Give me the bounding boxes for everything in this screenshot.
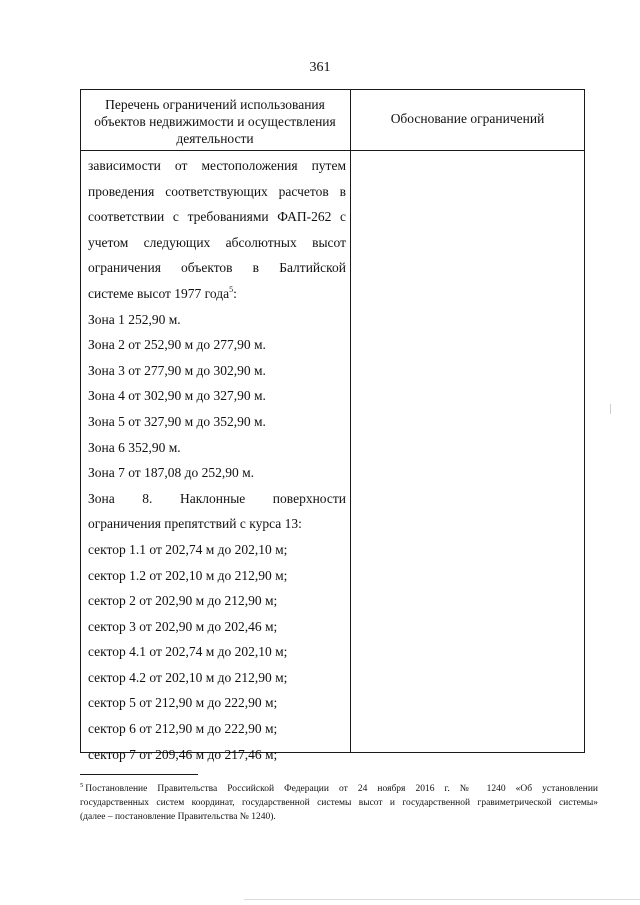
table-header-right: Обоснование ограничений bbox=[390, 111, 545, 126]
list-item: зависимости от местоположения путем bbox=[88, 158, 346, 173]
footnote-line: (далее – постановление Правительства № 1240). bbox=[80, 812, 276, 822]
scan-artifact-edge bbox=[244, 899, 640, 900]
list-item: сектор 4.1 от 202,74 м до 202,10 м; bbox=[88, 644, 288, 660]
list-item: Зона 4 от 302,90 м до 327,90 м. bbox=[88, 388, 266, 404]
list-item: сектор 2 от 202,90 м до 212,90 м; bbox=[88, 593, 278, 609]
list-item: учетом следующих абсолютных высот bbox=[88, 234, 346, 250]
table-right-column bbox=[350, 89, 585, 753]
list-item: Зона 1 252,90 м. bbox=[88, 311, 181, 327]
footnote-line: государственных систем координат, государственной системы высот и государственной гравиметрической системы» bbox=[80, 798, 598, 808]
list-item-text: системе высот 1977 года bbox=[88, 285, 230, 301]
table-header-left bbox=[82, 96, 348, 147]
footnote bbox=[80, 782, 598, 824]
list-item: Зона 2 от 252,90 м до 277,90 м. bbox=[88, 337, 266, 353]
list-item: Зона 3 от 277,90 м до 302,90 м. bbox=[88, 362, 266, 378]
list-item-colon: : bbox=[233, 285, 237, 301]
footnote-text: Постановление Правительства Российской Федерации от 24 ноября 2016 г. № 1240 «Об установлении bbox=[85, 784, 598, 794]
list-item: сектор 1.2 от 202,10 м до 212,90 м; bbox=[88, 567, 288, 583]
list-item: сектор 7 от 209,46 м до 217,46 м; bbox=[88, 746, 278, 762]
list-item: сектор 3 от 202,90 м до 202,46 м; bbox=[88, 618, 278, 634]
list-item: ограничения препятствий с курса 13: bbox=[88, 516, 302, 532]
footnote-line bbox=[80, 782, 598, 796]
footnote-reference[interactable]: 5 bbox=[229, 284, 234, 294]
list-item: соответствии с требованиями ФАП-262 с bbox=[88, 209, 346, 225]
footnote-marker: 5 bbox=[80, 782, 84, 789]
list-item: Зона 6 352,90 м. bbox=[88, 439, 181, 455]
scan-artifact-mark bbox=[610, 404, 611, 414]
list-item: сектор 4.2 от 202,10 м до 212,90 м; bbox=[88, 669, 288, 685]
list-item: проведения соответствующих расчетов в bbox=[88, 183, 346, 199]
header-left-line: деятельности bbox=[176, 131, 254, 146]
list-item: ограничения объектов в Балтийской bbox=[88, 260, 346, 276]
list-item: Зона 7 от 187,08 до 252,90 м. bbox=[88, 465, 254, 481]
header-left-line: Перечень ограничений использования bbox=[105, 97, 325, 112]
list-item: сектор 6 от 212,90 м до 222,90 м; bbox=[88, 721, 278, 737]
restrictions-list bbox=[88, 153, 346, 767]
page-number: 361 bbox=[309, 60, 331, 75]
footnote-separator bbox=[80, 774, 198, 775]
header-left-line: объектов недвижимости и осуществления bbox=[94, 114, 336, 129]
list-item: сектор 1.1 от 202,74 м до 202,10 м; bbox=[88, 541, 288, 557]
list-item bbox=[88, 281, 346, 307]
table-header-separator bbox=[80, 150, 585, 151]
list-item: Зона 8. Наклонные поверхности bbox=[88, 490, 346, 506]
list-item: сектор 5 от 212,90 м до 222,90 м; bbox=[88, 695, 278, 711]
list-item: Зона 5 от 327,90 м до 352,90 м. bbox=[88, 413, 266, 429]
